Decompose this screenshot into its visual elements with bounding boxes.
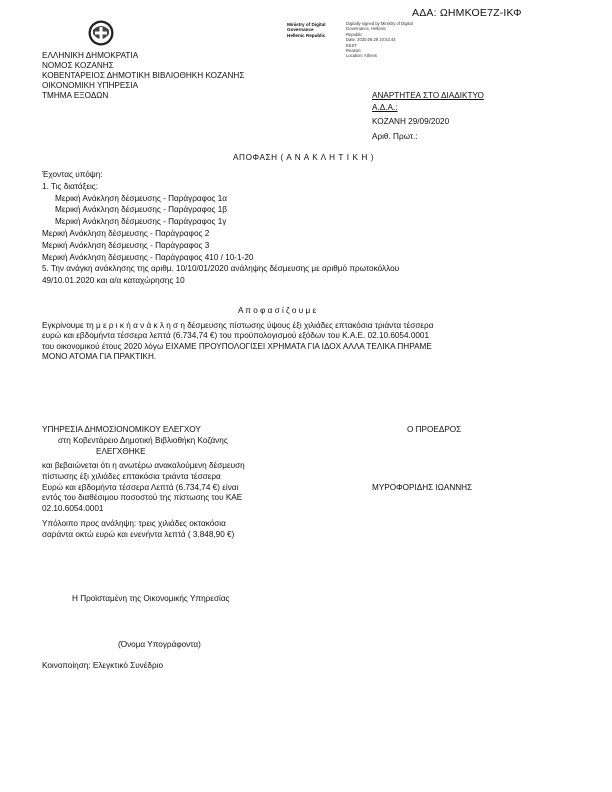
decision-body bbox=[42, 321, 433, 363]
issuer-header bbox=[42, 51, 244, 101]
digital-signature-details bbox=[346, 21, 413, 59]
remaining-line: σαράντα οκτώ ευρώ και ενενήντα λεπτά ( 3.848,90 €) bbox=[42, 529, 235, 539]
audit-service-title: ΥΠΗΡΕΣΙΑ ΔΗΜΟΣΙΟΝΟΜΙΚΟΥ ΕΛΕΓΧΟΥ bbox=[42, 425, 201, 434]
header-line: ΤΜΗΜΑ ΕΞΟΔΩΝ bbox=[42, 91, 109, 100]
decision-title: ΑΠΟΦΑΣΗ ( Α Ν Α Κ Λ Η Τ Ι Κ Η ) bbox=[233, 153, 375, 162]
publish-block bbox=[372, 90, 484, 142]
publish-ada-label: Α.Δ.Α.: bbox=[372, 102, 398, 112]
considering-line: Μερική Ανάκληση δέσμευσης - Παράγραφος 1γ bbox=[55, 217, 227, 227]
signature-issuer-line: Governance bbox=[287, 27, 314, 33]
signer-name-placeholder: (Όνομα Υπογράφοντα) bbox=[118, 640, 201, 649]
certification-line: Ευρώ και εβδομήντα τέσσερα Λεπτά (6.734,74 €) είναι bbox=[42, 482, 239, 492]
signature-detail-line: Reason: bbox=[346, 48, 362, 54]
certification-line: πίστωσης έξι χιλιάδες επτακόσια τριάντα τέσσερα bbox=[42, 471, 221, 481]
considering-line: Έχοντας υπόψη: bbox=[42, 170, 103, 179]
certification-line: εντός του διαθέσιμου ποσοστού της πίστωσης του ΚΑΕ bbox=[42, 493, 243, 503]
body-line: Εγκρίνουμε τη μ ε ρ ι κ ή α ν ά κ λ η σ η δέσμευσης πίστωσης ύψους έξι χιλιάδες επτακόσια τριάντα τέσσερα bbox=[42, 321, 434, 330]
signature-detail-line: Date: 2020.09.29 10:53:44 bbox=[346, 37, 396, 43]
header-line: ΚΟΒΕΝΤΑΡΕΙΟΣ ΔΗΜΟΤΙΚΗ ΒΙΒΛΙΟΘΗΚΗ ΚΟΖΑΝΗΣ bbox=[42, 71, 245, 80]
considering-line: Μερική Ανάκληση δέσμευσης - Παράγραφος 2 bbox=[42, 228, 210, 238]
certification-line: 02.10.6054.0001 bbox=[42, 504, 104, 514]
protocol-number: Αριθ. Πρωτ.: bbox=[372, 131, 418, 141]
header-line: ΝΟΜΟΣ ΚΟΖΑΝΗΣ bbox=[42, 61, 114, 70]
considering-line: Μερική Ανάκληση δέσμευσης - Παράγραφος 3 bbox=[42, 240, 210, 250]
signature-issuer-line: Hellenic Republic bbox=[287, 32, 326, 38]
considering-list bbox=[42, 169, 399, 287]
signature-detail-line: Governance, Hellenic bbox=[346, 26, 387, 32]
audit-service-subtitle: στη Κοβεντάρειο Δημοτική Βιβλιοθήκη Κοζάνης bbox=[58, 436, 228, 445]
publish-title: ΑΝΑΡΤΗΤΕΑ ΣΤΟ ΔΙΑΔΙΚΤΥΟ bbox=[372, 91, 484, 100]
signature-detail-line: Digitally signed by Ministry of Digital bbox=[346, 21, 413, 26]
head-of-finance: Η Προϊσταμένη της Οικονομικής Υπηρεσίας bbox=[72, 594, 230, 603]
body-line: ΜΟΝΟ ΑΤΟΜΑ ΓΙΑ ΠΡΑΚΤΙΚΗ. bbox=[42, 352, 157, 362]
audit-certification bbox=[42, 461, 245, 515]
body-line: του οικονομικού έτους 2020 λόγω ΕΙΧΑΜΕ ΠΡΟΥΠΟΛΟΓΙΣΕΙ ΧΡΗΜΑΤΑ ΓΙΑ ΙΔΟΧ ΑΛΛΑ ΤΕΛΙΚΑ ΠΗΡΑΜΕ bbox=[42, 341, 432, 351]
signature-detail-line: EEST bbox=[346, 42, 357, 48]
ada-code: ΑΔΑ: ΩΗΜΚΟΕ7Ζ-ΙΚΦ bbox=[412, 7, 522, 19]
we-decide-heading: Α π ο φ α σ ί ζ ο υ μ ε bbox=[238, 306, 317, 315]
considering-line: Μερική Ανάκληση δέσμευσης - Παράγραφος 1β bbox=[55, 205, 227, 215]
signature-detail-line: Republic bbox=[346, 31, 363, 37]
considering-line: 1. Τις διατάξεις: bbox=[42, 181, 99, 191]
certification-line: και βεβαιώνεται ότι η ανωτέρω ανακαλούμενη δέσμευση bbox=[42, 461, 245, 470]
considering-line: 5. Την ανάγκη ανάκλησης της αριθμ. 10/10/01/2020 ανάληψης δέσμευσης με αριθμό πρωτοκόλλου bbox=[42, 264, 400, 274]
digital-signature-issuer bbox=[287, 22, 326, 38]
considering-line: Μερική Ανάκληση δέσμευσης - Παράγραφος 1α bbox=[55, 193, 228, 203]
notification-line: Κοινοποίηση: Ελεγκτικό Συνέδριο bbox=[42, 661, 164, 670]
body-line: ευρώ και εβδομήντα τέσσερα λεπτά (6.734,74 €) του προϋπολογισμού εξόδων του Κ.Α.Ε. 02.10.6054.0001 bbox=[42, 331, 430, 341]
signature-issuer-line: Ministry of Digital bbox=[287, 22, 326, 27]
signature-detail-line: Location: Athens bbox=[346, 53, 377, 59]
header-line: ΟΙΚΟΝΟΜΙΚΗ ΥΠΗΡΕΣΙΑ bbox=[42, 81, 139, 90]
remaining-line: Υπόλοιπο προς ανάληψη: τρεις χιλιάδες οκτακόσια bbox=[42, 519, 226, 528]
greek-emblem-icon bbox=[88, 19, 114, 47]
place-date: ΚΟΖΑΝΗ 29/09/2020 bbox=[372, 117, 450, 126]
header-line: ΕΛΛΗΝΙΚΗ ΔΗΜΟΚΡΑΤΙΑ bbox=[42, 51, 139, 60]
considering-line: 49/10.01.2020 και α/α καταχώρησης 10 bbox=[42, 276, 185, 286]
checked-stamp: ΕΛΕΓΧΘΗΚΕ bbox=[96, 447, 146, 456]
remaining-balance bbox=[42, 519, 234, 541]
president-title: Ο ΠΡΟΕΔΡΟΣ bbox=[407, 425, 462, 434]
considering-line: Μερική Ανάκληση δέσμευσης - Παράγραφος 410 / 10-1-20 bbox=[42, 252, 254, 262]
president-name: ΜΥΡΟΦΟΡΙΔΗΣ ΙΩΑΝΝΗΣ bbox=[372, 483, 473, 492]
